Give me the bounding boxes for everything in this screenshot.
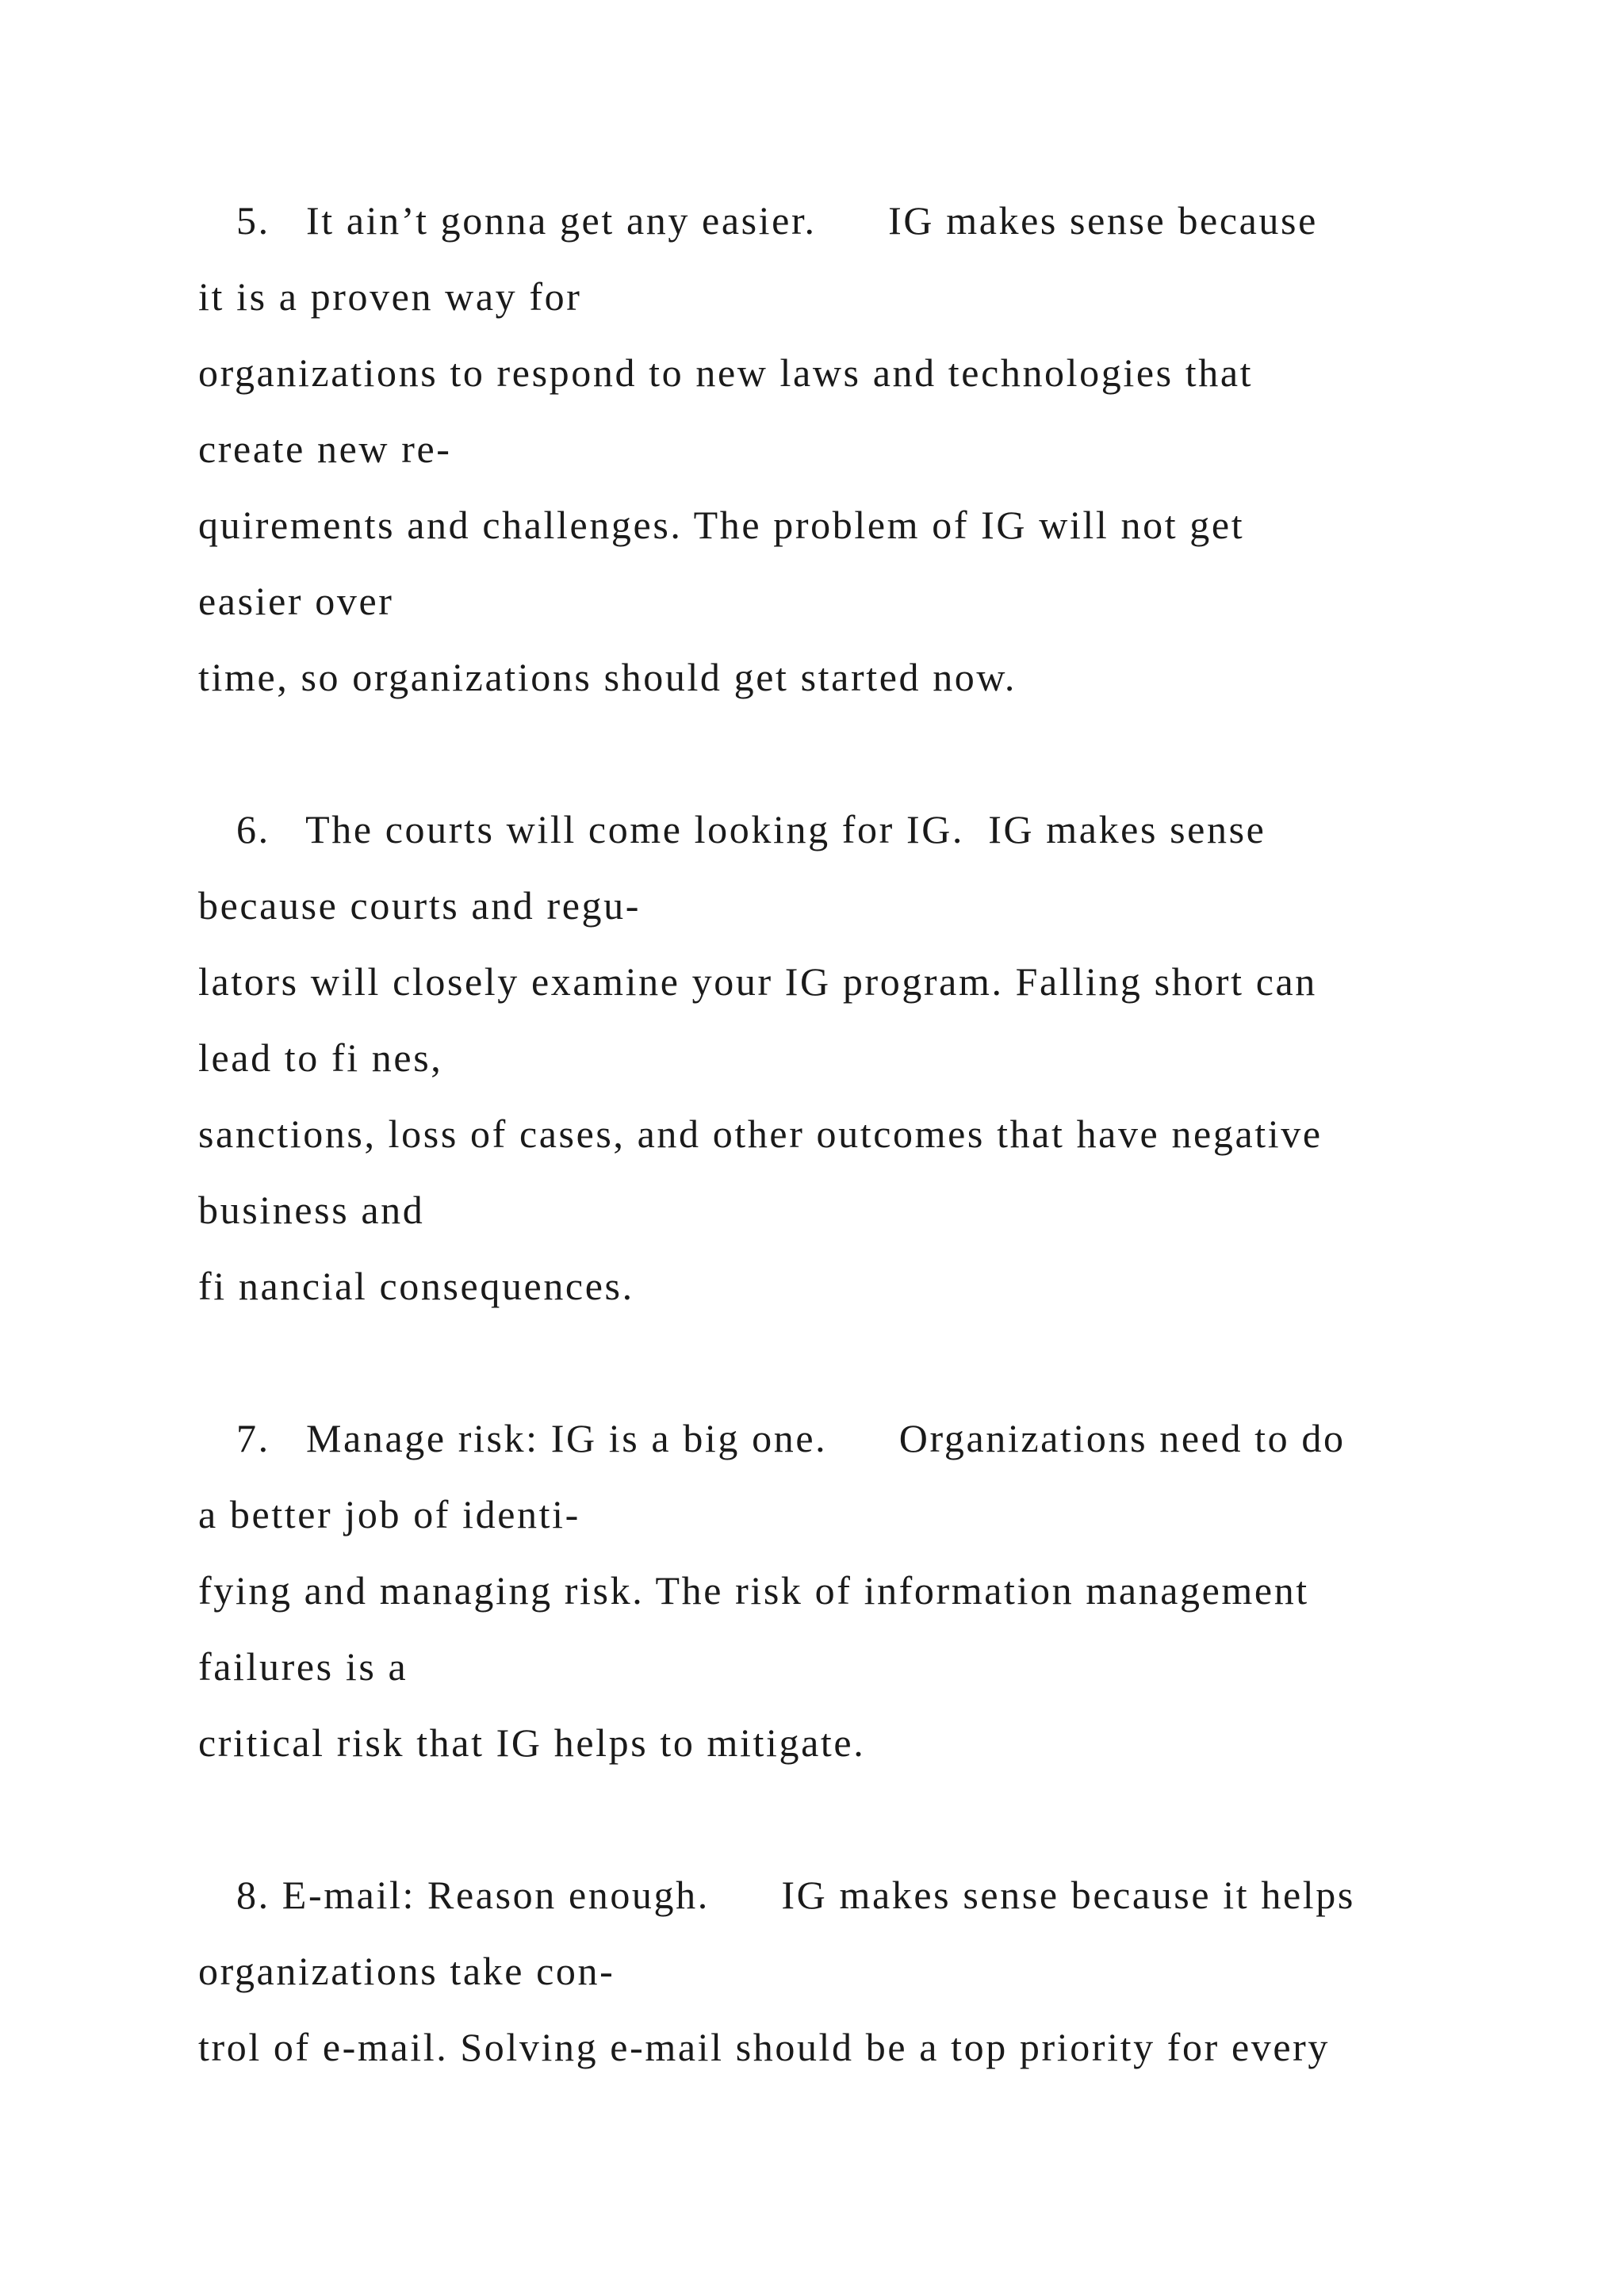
text-line: fi nancial consequences. <box>198 1264 634 1308</box>
text-line: because courts and regu- <box>198 883 642 928</box>
text-line: organizations to respond to new laws and technologies that <box>198 350 1254 395</box>
item-5-heading-line: 5. It ain’t gonna get any easier. IG makes sense because <box>236 198 1318 243</box>
text-line: create new re- <box>198 427 452 471</box>
text-line: business and <box>198 1188 425 1232</box>
text-line: it is a proven way for <box>198 274 582 319</box>
text-line: fying and managing risk. The risk of information management <box>198 1568 1309 1613</box>
text-line: failures is a <box>198 1644 408 1689</box>
text-line: trol of e-mail. Solving e-mail should be a top priority for every <box>198 2025 1331 2069</box>
text-line: time, so organizations should get started now. <box>198 655 1017 699</box>
text-line: sanctions, loss of cases, and other outcomes that have negative <box>198 1112 1323 1156</box>
text-line: easier over <box>198 579 394 623</box>
text-line: lead to fi nes, <box>198 1035 443 1080</box>
text-line: lators will closely examine your IG program. Falling short can <box>198 959 1317 1004</box>
text-line: organizations take con- <box>198 1949 615 1993</box>
item-6-heading-line: 6. The courts will come looking for IG. IG makes sense <box>236 807 1266 851</box>
text-line: critical risk that IG helps to mitigate. <box>198 1720 866 1765</box>
text-line: quirements and challenges. The problem of IG will not get <box>198 503 1245 547</box>
item-8-heading-line: 8. E-mail: Reason enough. IG makes sense because it helps <box>236 1873 1355 1917</box>
text-line: a better job of identi- <box>198 1492 580 1536</box>
item-7-heading-line: 7. Manage risk: IG is a big one. Organizations need to do <box>236 1416 1346 1460</box>
